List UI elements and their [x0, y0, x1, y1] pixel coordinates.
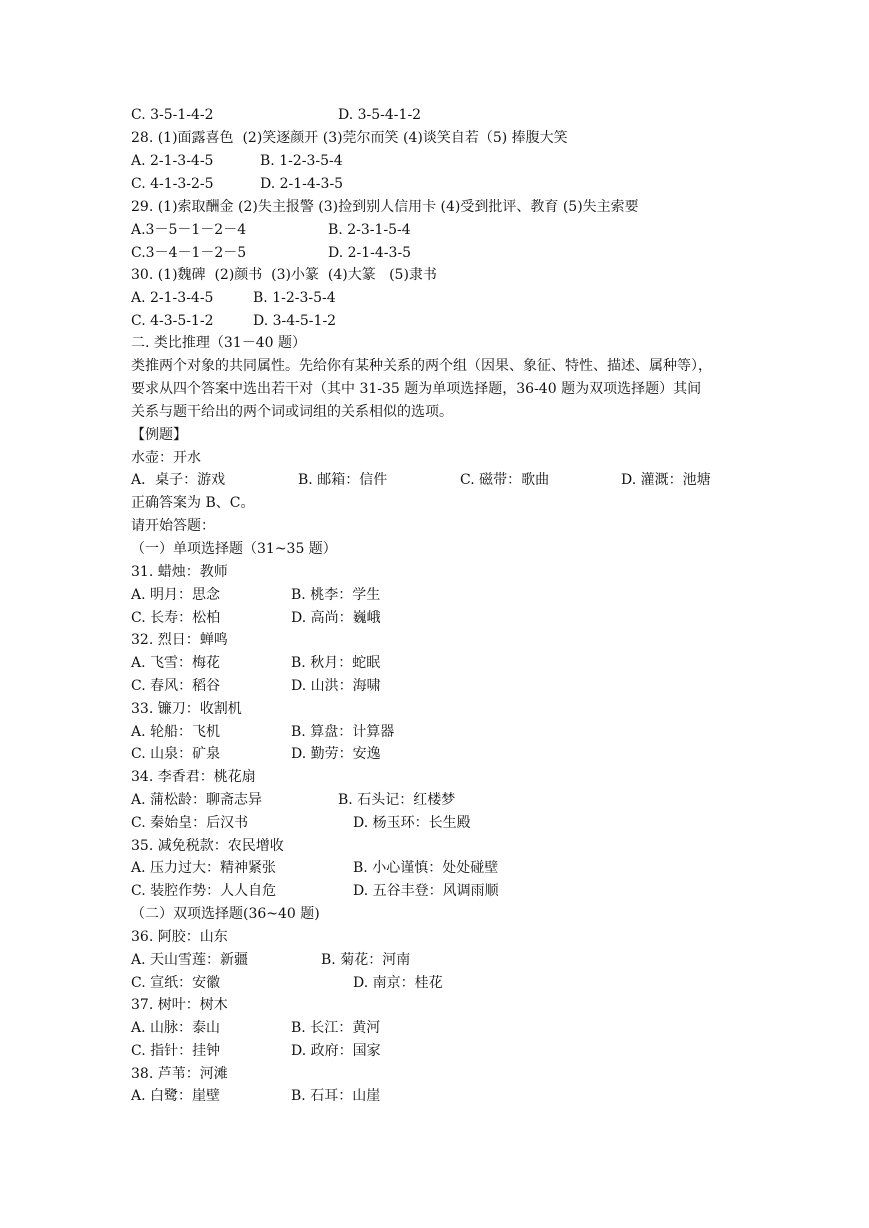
option: A. 山脉：泰山 [131, 1020, 221, 1036]
question-33-stem: 33. 镰刀：收割机 [131, 701, 242, 717]
option: C. 装腔作势：人人自危 [131, 883, 277, 899]
option: C. 春风：稻谷 [131, 678, 221, 694]
option: D. 勤劳：安逸 [291, 746, 381, 762]
option: D. 杨玉环：长生殿 [353, 815, 471, 831]
option-row [131, 607, 381, 630]
option: A. 飞雪：梅花 [131, 655, 221, 671]
option: C. 磁带：歌曲 [460, 472, 550, 488]
option-row [131, 310, 337, 333]
intro-line: 要求从四个答案中选出若干对（其中 31-35 题为单项选择题，36-40 题为双项选择题）其间 [131, 381, 702, 397]
option-row [131, 150, 343, 173]
option: B. 1-2-3-5-4 [253, 290, 336, 306]
option: A. 压力过大：精神紧张 [131, 860, 277, 876]
option: C. 长寿：松柏 [131, 610, 221, 626]
option: A. 2-1-3-4-5 [131, 290, 214, 306]
question-32-stem: 32. 烈日：蝉鸣 [131, 632, 228, 648]
option: D. 2-1-4-3-5 [328, 245, 412, 261]
option-row [131, 652, 381, 675]
option: D. 2-1-4-3-5 [260, 176, 344, 192]
question-35-stem: 35. 减免税款：农民增收 [131, 838, 284, 854]
option: D. 南京：桂花 [353, 975, 443, 991]
question-31-stem: 31. 蜡烛：教师 [131, 564, 228, 580]
option: B. 长江：黄河 [291, 1020, 381, 1036]
option: D. 3-4-5-1-2 [253, 313, 337, 329]
option: B. 石耳：山崖 [291, 1088, 381, 1104]
option: A. 2-1-3-4-5 [131, 153, 214, 169]
question-28-stem: 28. (1)面露喜色 (2)笑逐颜开 (3)莞尔而笑 (4)谈笑自若（5) 捧腹大笑 [131, 130, 568, 146]
option: B. 1-2-3-5-4 [260, 153, 343, 169]
option: B. 菊花：河南 [321, 952, 411, 968]
example-answer: 正确答案为 B、C。 [131, 495, 255, 511]
option: C.3－4－1－2－5 [131, 245, 247, 261]
option: A．桌子：游戏 [131, 472, 226, 488]
option: B. 桃李：学生 [291, 587, 381, 603]
intro-line: 类推两个对象的共同属性。先给你有某种关系的两个组（因果、象征、特性、描述、属种等）， [131, 358, 712, 374]
option-row [131, 287, 336, 310]
part-2-heading: （二）双项选择题(36~40 题) [131, 906, 320, 922]
question-30-stem: 30. (1)魏碑 (2)颜书 (3)小篆 (4)大篆 (5)隶书 [131, 267, 437, 283]
option: A. 明月：思念 [131, 587, 221, 603]
option: B. 小心谨慎：处处碰壁 [353, 860, 499, 876]
option-row [131, 721, 395, 744]
option-row [131, 1017, 381, 1040]
option: C. 山泉：矿泉 [131, 746, 221, 762]
option-row [131, 173, 344, 196]
option: C. 秦始皇：后汉书 [131, 815, 249, 831]
option: A. 轮船：飞机 [131, 724, 221, 740]
option: D. 3-5-4-1-2 [338, 107, 422, 123]
option: B. 秋月：蛇眠 [291, 655, 381, 671]
start-instruction: 请开始答题： [131, 518, 215, 534]
option: D. 政府：国家 [291, 1043, 381, 1059]
part-1-heading: （一）单项选择题（31~35 题） [131, 541, 337, 557]
option-row [131, 675, 381, 698]
option: B. 算盘：计算器 [291, 724, 395, 740]
question-38-stem: 38. 芦苇：河滩 [131, 1066, 228, 1082]
option-row [131, 584, 381, 607]
option-row [131, 242, 412, 265]
example-stem: 水壶：开水 [131, 450, 201, 466]
option: B. 邮箱：信件 [298, 472, 388, 488]
option: B. 石头记：红楼梦 [338, 792, 456, 808]
option-row [131, 949, 411, 972]
option: D. 高尚：巍峨 [291, 610, 381, 626]
option: A.3－5－1－2－4 [131, 222, 247, 238]
option: D. 五谷丰登：风调雨顺 [353, 883, 499, 899]
option-row [131, 219, 411, 242]
option: A. 白鹭：崖壁 [131, 1088, 221, 1104]
option-row [131, 857, 499, 880]
option-row [131, 789, 456, 812]
example-option-row [131, 469, 711, 492]
intro-line: 关系与题干给出的两个词或词组的关系相似的选项。 [131, 404, 453, 420]
question-29-stem: 29. (1)索取酬金 (2)失主报警 (3)捡到别人信用卡 (4)受到批评、教育 (5)失主索要 [131, 199, 639, 215]
question-36-stem: 36. 阿胶：山东 [131, 929, 228, 945]
option: C. 3-5-1-4-2 [131, 107, 214, 123]
option: C. 指针：挂钟 [131, 1043, 221, 1059]
option-row [131, 880, 499, 903]
option: B. 2-3-1-5-4 [328, 222, 411, 238]
option-row [131, 1085, 381, 1108]
option-row [131, 743, 381, 766]
option: A. 蒲松龄：聊斋志异 [131, 792, 263, 808]
option: D. 灌溉：池塘 [621, 472, 711, 488]
option: C. 4-1-3-2-5 [131, 176, 214, 192]
option: D. 山洪：海啸 [291, 678, 381, 694]
option-row [131, 972, 443, 995]
section-title: 二. 类比推理（31－40 题） [131, 335, 306, 351]
option: C. 4-3-5-1-2 [131, 313, 214, 329]
option: C. 宣纸：安徽 [131, 975, 221, 991]
option: A. 天山雪莲：新疆 [131, 952, 249, 968]
option-row [131, 1040, 381, 1063]
option-row [131, 812, 471, 835]
question-34-stem: 34. 李香君：桃花扇 [131, 769, 256, 785]
example-heading: 【例题】 [131, 427, 187, 443]
option-row [131, 104, 422, 127]
question-37-stem: 37. 树叶：树木 [131, 997, 228, 1013]
